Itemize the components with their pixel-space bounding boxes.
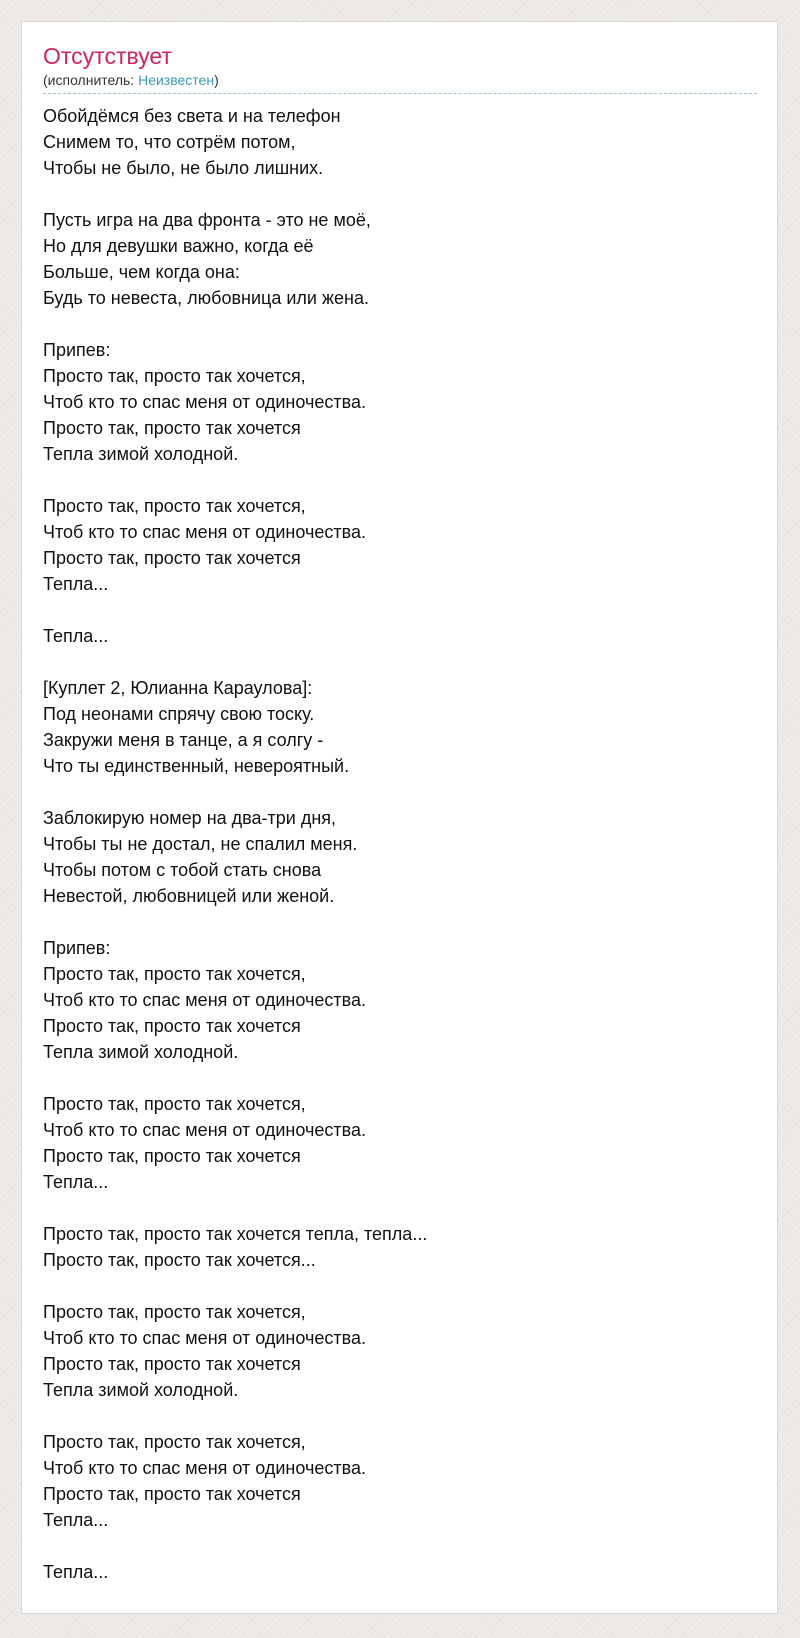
stanza-gap — [43, 597, 427, 623]
lyric-line: Просто так, просто так хочется, — [43, 964, 306, 984]
stanza-gap — [43, 1533, 427, 1559]
artist-prefix: (исполнитель: — [43, 72, 139, 88]
artist-suffix: ) — [214, 72, 219, 88]
lyric-line: Чтобы не было, не было лишних. — [43, 158, 324, 178]
lyric-line: Чтоб кто то спас меня от одиночества. — [43, 1458, 366, 1478]
lyric-line: Заблокирую номер на два-три дня, — [43, 808, 337, 828]
lyric-line: Чтоб кто то спас меня от одиночества. — [43, 522, 366, 542]
lyric-line: Больше, чем когда она: — [43, 262, 240, 282]
stanza-gap — [43, 181, 427, 207]
lyrics-text — [43, 103, 427, 1585]
stanza-gap — [43, 649, 427, 675]
stanza-gap — [43, 311, 427, 337]
lyric-line: Что ты единственный, невероятный. — [43, 756, 350, 776]
lyric-line: Просто так, просто так хочется, — [43, 1094, 306, 1114]
lyric-line: Просто так, просто так хочется — [43, 548, 301, 568]
lyric-line: Просто так, просто так хочется — [43, 1146, 301, 1166]
lyric-line: Чтоб кто то спас меня от одиночества. — [43, 1120, 366, 1140]
lyric-line: Просто так, просто так хочется... — [43, 1250, 316, 1270]
lyric-line: Тепла... — [43, 1172, 109, 1192]
lyric-line: Чтобы ты не достал, не спалил меня. — [43, 834, 358, 854]
lyric-line: Тепла... — [43, 1510, 109, 1530]
lyric-line: Под неонами спрячу свою тоску. — [43, 704, 315, 724]
title-divider — [43, 93, 757, 94]
lyric-line: Будь то невеста, любовница или жена. — [43, 288, 369, 308]
lyric-line: Тепла зимой холодной. — [43, 1042, 239, 1062]
lyric-line: Чтоб кто то спас меня от одиночества. — [43, 1328, 366, 1348]
lyric-line: Просто так, просто так хочется — [43, 1016, 301, 1036]
lyrics-card — [21, 21, 778, 1614]
lyric-line: Снимем то, что сотрём потом, — [43, 132, 296, 152]
lyric-line: Тепла зимой холодной. — [43, 444, 239, 464]
lyric-line: Тепла... — [43, 626, 109, 646]
stanza-gap — [43, 779, 427, 805]
lyric-line: Невестой, любовницей или женой. — [43, 886, 335, 906]
lyric-line: Тепла зимой холодной. — [43, 1380, 239, 1400]
lyric-line: Тепла... — [43, 574, 109, 594]
lyric-line: Просто так, просто так хочется, — [43, 496, 306, 516]
lyric-line: Но для девушки важно, когда её — [43, 236, 314, 256]
lyric-line: Обойдёмся без света и на телефон — [43, 106, 341, 126]
stanza-gap — [43, 909, 427, 935]
lyric-line: Просто так, просто так хочется — [43, 418, 301, 438]
lyric-line: Чтобы потом с тобой стать снова — [43, 860, 322, 880]
lyric-line: Пусть игра на два фронта - это не моё, — [43, 210, 371, 230]
lyric-line: Тепла... — [43, 1562, 109, 1582]
lyric-line: Припев: — [43, 340, 111, 360]
stanza-gap — [43, 1065, 427, 1091]
lyric-line: Чтоб кто то спас меня от одиночества. — [43, 990, 366, 1010]
lyric-line: Припев: — [43, 938, 111, 958]
lyric-line: Просто так, просто так хочется, — [43, 1432, 306, 1452]
stanza-gap — [43, 1195, 427, 1221]
lyric-line: [Куплет 2, Юлианна Караулова]: — [43, 678, 313, 698]
lyric-line: Просто так, просто так хочется тепла, тепла... — [43, 1224, 428, 1244]
lyric-line: Просто так, просто так хочется, — [43, 366, 306, 386]
lyric-line: Просто так, просто так хочется — [43, 1354, 301, 1374]
artist-line — [43, 72, 219, 89]
lyric-line: Закружи меня в танце, а я солгу - — [43, 730, 324, 750]
artist-link[interactable]: Неизвестен — [138, 72, 215, 88]
lyric-line: Просто так, просто так хочется — [43, 1484, 301, 1504]
lyric-line: Просто так, просто так хочется, — [43, 1302, 306, 1322]
song-title: Отсутствует — [43, 43, 172, 69]
lyric-line: Чтоб кто то спас меня от одиночества. — [43, 392, 366, 412]
stanza-gap — [43, 1273, 427, 1299]
stanza-gap — [43, 1403, 427, 1429]
stanza-gap — [43, 467, 427, 493]
